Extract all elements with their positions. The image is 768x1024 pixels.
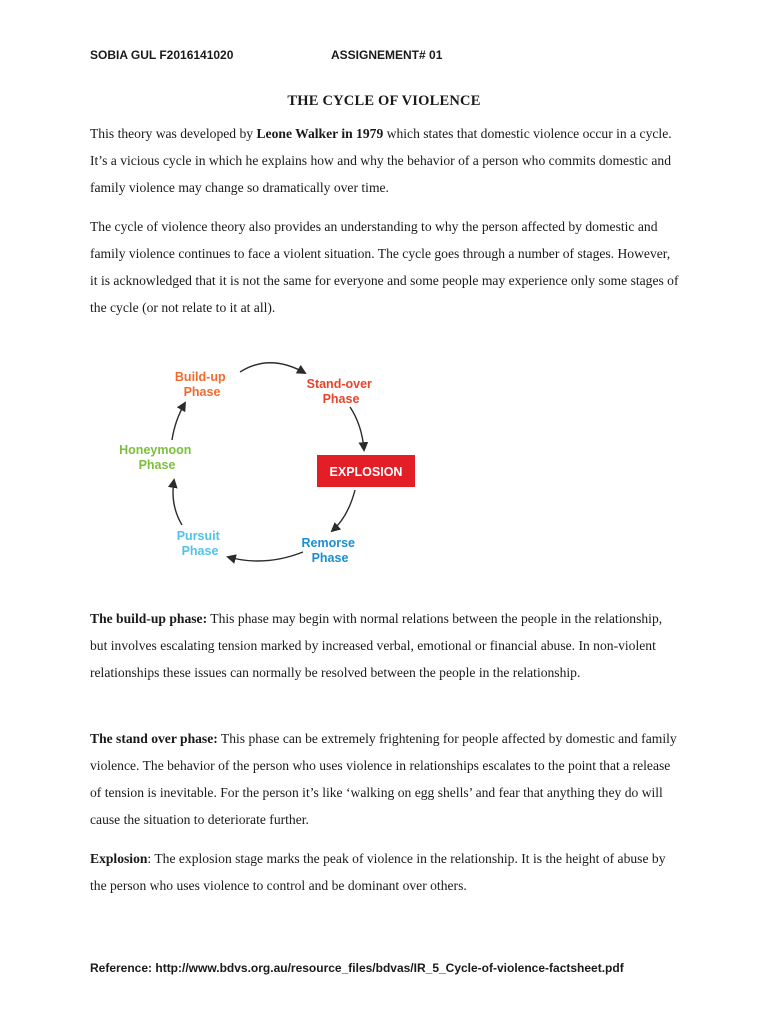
stand-over-phase-text: This phase can be extremely frightening for people affected by domestic and family violence. The behavior of the person who uses violence in relationships escalates to the point that a release of tension is inevitable. For the person it’s like ‘walking on egg shells’ and fear that anything they do will cause the situation to deteriorate further. [90, 731, 677, 827]
explosion-heading: Explosion [90, 851, 148, 866]
explosion-label: EXPLOSION [329, 465, 403, 479]
pursuit-phase-label: Pursuit Phase [176, 529, 220, 558]
arrow-honeymoon-to-buildup [172, 403, 185, 440]
build-up-phase-text: This phase may begin with normal relations between the people in the relationship, but involves escalating tension marked by increased verbal, emotional or financial abuse. In non-violent relationships these issues can normally be resolved between the people in the relationship. [90, 611, 663, 680]
explosion-paragraph [90, 845, 680, 899]
remorse-phase-label: Remorse Phase [301, 536, 356, 565]
arrow-buildup-to-standover [240, 363, 305, 373]
header-assignment: ASSIGNEMENT# 01 [331, 48, 443, 62]
intro-paragraph-1 [90, 120, 680, 201]
page-header [90, 48, 690, 68]
arrow-standover-to-explosion [350, 407, 364, 450]
arrow-remorse-to-pursuit [228, 552, 303, 561]
cycle-diagram-svg [100, 345, 430, 585]
stand-over-phase-heading: The stand over phase: [90, 731, 218, 746]
intro-text-end: which states that domestic violence occur in a cycle. It’s a vicious cycle in which he explains how and why the behavior of a person who commits domestic and family violence may change so dramatically over time. [90, 126, 672, 195]
honeymoon-phase-label: Honeymoon Phase [119, 443, 192, 472]
arrow-pursuit-to-honeymoon [173, 480, 182, 525]
header-author: SOBIA GUL F2016141020 [90, 48, 234, 62]
arrow-explosion-to-remorse [332, 490, 355, 531]
build-up-phase-heading: The build-up phase: [90, 611, 208, 626]
stand-over-phase-label: Stand-over Phase [306, 377, 372, 406]
build-up-phase-label: Build-up Phase [174, 370, 226, 399]
intro-paragraph-2: The cycle of violence theory also provides an understanding to why the person affected by domestic and family violence continues to face a violent situation. The cycle goes through a number of stages. However, it is acknowledged that it is not the same for everyone and some people may experience only some stages of the cycle (or not relate to it at all). [90, 219, 679, 315]
reference-link[interactable]: Reference: http://www.bdvs.org.au/resource_files/bdvas/IR_5_Cycle-of-violence-factsheet.pdf [90, 961, 624, 975]
build-up-phase-paragraph [90, 605, 680, 686]
cycle-of-violence-diagram [100, 345, 430, 585]
intro-author-year: Leone Walker in 1979 [256, 126, 384, 141]
explosion-text: : The explosion stage marks the peak of violence in the relationship. It is the height of abuse by the person who uses violence to control and be dominant over others. [90, 851, 666, 893]
stand-over-phase-paragraph [90, 725, 680, 833]
intro-text-start: This theory was developed by [90, 126, 257, 141]
document-title: THE CYCLE OF VIOLENCE [287, 93, 481, 109]
